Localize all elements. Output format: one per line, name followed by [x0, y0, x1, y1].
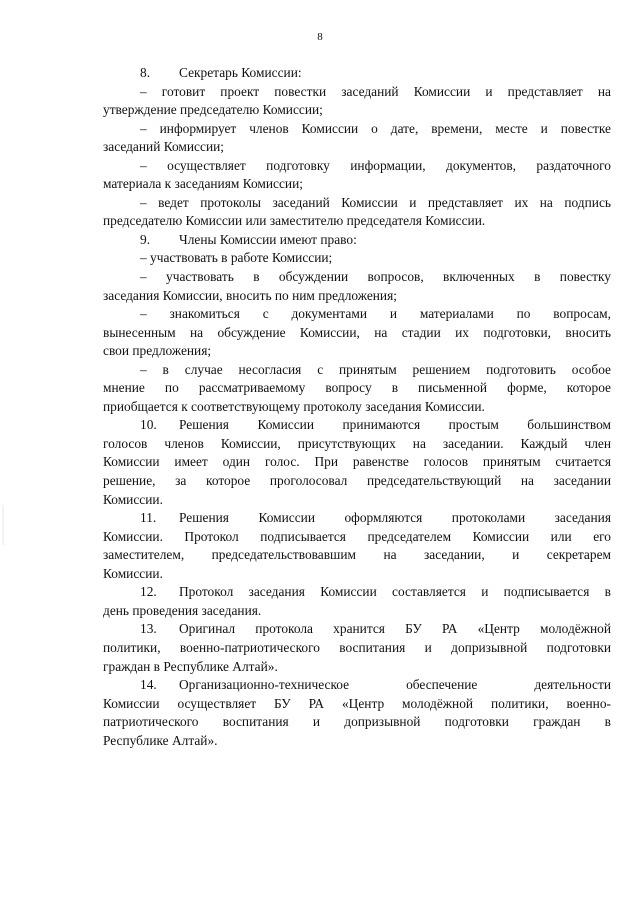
list-item — [103, 120, 611, 157]
list-item — [103, 361, 611, 417]
text-line — [103, 528, 611, 547]
text-line — [103, 583, 611, 602]
line-text: решение, за которое проголосовал председательствующий на заседании — [103, 473, 611, 489]
text-line — [103, 639, 611, 658]
paragraph-number: 12. — [140, 584, 157, 600]
paragraph-number: 13. — [140, 621, 157, 637]
text-line — [103, 120, 611, 139]
line-text: – участвовать в обсуждении вопросов, включенных в повестку — [140, 269, 611, 285]
numbered-paragraph — [103, 620, 611, 676]
line-text: Организационно-техническое обеспечение деятельности — [179, 677, 611, 693]
text-line — [103, 453, 611, 472]
line-text: приобщается к соответствующему протоколу заседания Комиссии. — [103, 398, 485, 414]
text-line — [103, 379, 611, 398]
line-text: заседания Комиссии, вносить по ним предложения; — [103, 287, 397, 303]
numbered-paragraph — [103, 509, 611, 583]
line-text: заместителем, председательствовавшим на заседании, и секретарем — [103, 547, 611, 563]
text-line — [103, 658, 611, 677]
paragraph-number: 8. — [140, 65, 151, 80]
text-line — [103, 676, 611, 695]
text-line — [103, 83, 611, 102]
line-text: Комиссии. — [103, 565, 163, 581]
text-line — [103, 713, 611, 732]
line-text: – участвовать в работе Комиссии; — [140, 250, 333, 266]
line-text: Комиссии. — [103, 491, 163, 507]
text-line — [103, 212, 611, 231]
line-text: Комиссии осуществляет БУ РА «Центр молодёжной политики, военно- — [103, 695, 611, 711]
paragraph-number: 9. — [140, 231, 151, 247]
text-line — [103, 602, 611, 621]
line-text: Решения Комиссии оформляются протоколами заседания — [179, 510, 611, 526]
line-text: – ведет протоколы заседаний Комиссии и представляет их на подпись — [140, 194, 611, 210]
line-text: мнение по рассматриваемому вопросу в письменной форме, которое — [103, 380, 611, 396]
text-line — [103, 472, 611, 491]
scan-margin-mark — [2, 505, 4, 545]
line-text: Оригинал протокола хранится БУ РА «Центр молодёжной — [179, 621, 611, 637]
text-line — [103, 491, 611, 510]
line-text: день проведения заседания. — [103, 602, 262, 618]
list-item — [103, 249, 611, 268]
line-text: Комиссии. Протокол подписывается председателем Комиссии или его — [103, 528, 611, 544]
list-item — [103, 83, 611, 120]
text-line — [103, 287, 611, 306]
text-line — [103, 101, 611, 120]
text-line — [103, 342, 611, 361]
text-line — [103, 620, 611, 639]
list-item — [103, 305, 611, 361]
line-text: свои предложения; — [103, 343, 212, 359]
document-body — [103, 64, 611, 750]
text-line — [103, 138, 611, 157]
numbered-paragraph — [103, 64, 611, 83]
line-text: – в случае несогласия с принятым решением подготовить особое — [140, 361, 611, 377]
line-text: голосов членов Комиссии, присутствующих на заседании. Каждый член — [103, 435, 611, 451]
text-line — [103, 695, 611, 714]
paragraph-number: 14. — [140, 677, 157, 693]
text-line — [103, 64, 611, 83]
text-line — [103, 361, 611, 380]
list-item — [103, 157, 611, 194]
numbered-paragraph — [103, 416, 611, 509]
text-line — [103, 249, 611, 268]
text-line — [103, 416, 611, 435]
text-line — [103, 509, 611, 528]
text-line — [103, 732, 611, 751]
text-line — [103, 305, 611, 324]
text-line — [103, 565, 611, 584]
line-text: Республике Алтай». — [103, 732, 218, 748]
numbered-paragraph — [103, 231, 611, 250]
text-line — [103, 194, 611, 213]
line-text: – знакомиться с документами и материалами по вопросам, — [140, 306, 611, 322]
text-line — [103, 175, 611, 194]
text-line — [103, 268, 611, 287]
line-text: заседаний Комиссии; — [103, 139, 224, 155]
text-line — [103, 435, 611, 454]
text-line — [103, 324, 611, 343]
line-text: Решения Комиссии принимаются простым большинством — [179, 417, 611, 433]
line-text: – готовит проект повестки заседаний Комиссии и представляет на — [140, 83, 611, 99]
text-line — [103, 398, 611, 417]
line-text: материала к заседаниям Комиссии; — [103, 176, 303, 192]
line-text: вынесенным на обсуждение Комиссии, на стадии их подготовки, вносить — [103, 324, 611, 340]
line-text: – осуществляет подготовку информации, документов, раздаточного — [140, 157, 611, 173]
numbered-paragraph — [103, 676, 611, 750]
line-text: – информирует членов Комиссии о дате, времени, месте и повестке — [140, 120, 611, 136]
text-line — [103, 546, 611, 565]
list-item — [103, 194, 611, 231]
line-text: Протокол заседания Комиссии составляется и подписывается в — [179, 584, 611, 600]
line-text: патриотического воспитания и допризывной подготовки граждан в — [103, 714, 611, 730]
line-text: политики, военно-патриотического воспитания и допризывной подготовки — [103, 639, 611, 655]
page-number: 8 — [317, 31, 323, 43]
text-line — [103, 157, 611, 176]
line-text: Секретарь Комиссии: — [179, 65, 302, 80]
line-text: Комиссии имеет один голос. При равенстве голосов принятым считается — [103, 454, 611, 470]
line-text: граждан в Республике Алтай». — [103, 658, 278, 674]
paragraph-number: 11. — [140, 510, 157, 526]
paragraph-number: 10. — [140, 417, 157, 433]
text-line — [103, 231, 611, 250]
list-item — [103, 268, 611, 305]
line-text: председателю Комиссии или заместителю председателя Комиссии. — [103, 213, 486, 229]
numbered-paragraph — [103, 583, 611, 620]
line-text: утверждение председателю Комиссии; — [103, 102, 323, 118]
line-text: Члены Комиссии имеют право: — [179, 231, 357, 247]
